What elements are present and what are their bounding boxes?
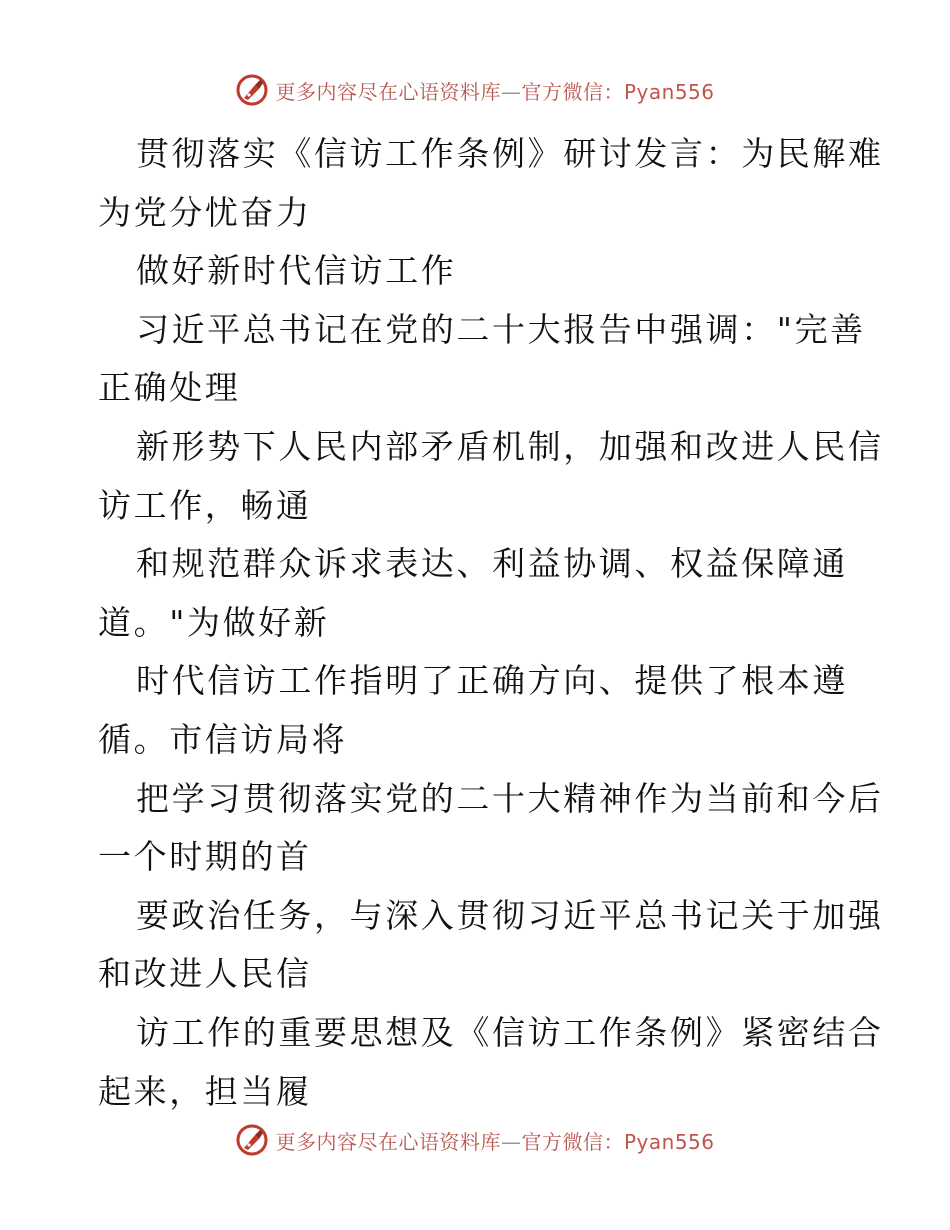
text-line: 把学习贯彻落实党的二十大精神作为当前和今后: [136, 778, 884, 818]
text-line: 新形势下人民内部矛盾机制，加强和改进人民信: [136, 426, 884, 466]
footer-banner: [0, 1120, 950, 1160]
separator: —: [500, 1129, 522, 1154]
text-line: 道。"为做好新: [98, 602, 330, 642]
text-line: 起来，担当履: [98, 1071, 312, 1111]
text-line: 访工作，畅通: [98, 485, 312, 525]
wechat-account: Pyan556: [623, 79, 715, 104]
text-line: 循。市信访局将: [98, 719, 348, 759]
text-line: 访工作的重要思想及《信访工作条例》紧密结合: [136, 1012, 884, 1052]
text-line: 贯彻落实《信访工作条例》研讨发言：为民解难: [136, 134, 884, 173]
text-line: 一个时期的首: [98, 837, 312, 877]
wechat-account: Pyan556: [623, 1129, 715, 1154]
pen-nib-logo-icon: [235, 73, 269, 107]
promo-text: 更多内容尽在心语资料库: [275, 1129, 501, 1154]
banner-promo: [275, 76, 714, 105]
wechat-label: 官方微信：: [521, 79, 624, 104]
pen-nib-logo-icon: [235, 1123, 269, 1157]
text-line: 和规范群众诉求表达、利益协调、权益保障通: [136, 544, 848, 584]
document-body: [98, 125, 884, 1121]
text-line: 正确处理: [98, 368, 241, 408]
text-line: 要政治任务，与深入贯彻习近平总书记关于加强: [136, 895, 884, 935]
banner-promo: [275, 1126, 714, 1155]
header-banner: [0, 70, 950, 110]
promo-text: 更多内容尽在心语资料库: [275, 79, 501, 104]
wechat-label: 官方微信：: [521, 1129, 624, 1154]
text-line: 做好新时代信访工作: [136, 251, 457, 291]
text-line: 和改进人民信: [98, 954, 312, 994]
text-line: 习近平总书记在党的二十大报告中强调："完善: [136, 309, 866, 349]
text-line: 为党分忧奋力: [98, 192, 312, 232]
separator: —: [500, 79, 522, 104]
text-line: 时代信访工作指明了正确方向、提供了根本遵: [136, 661, 848, 701]
